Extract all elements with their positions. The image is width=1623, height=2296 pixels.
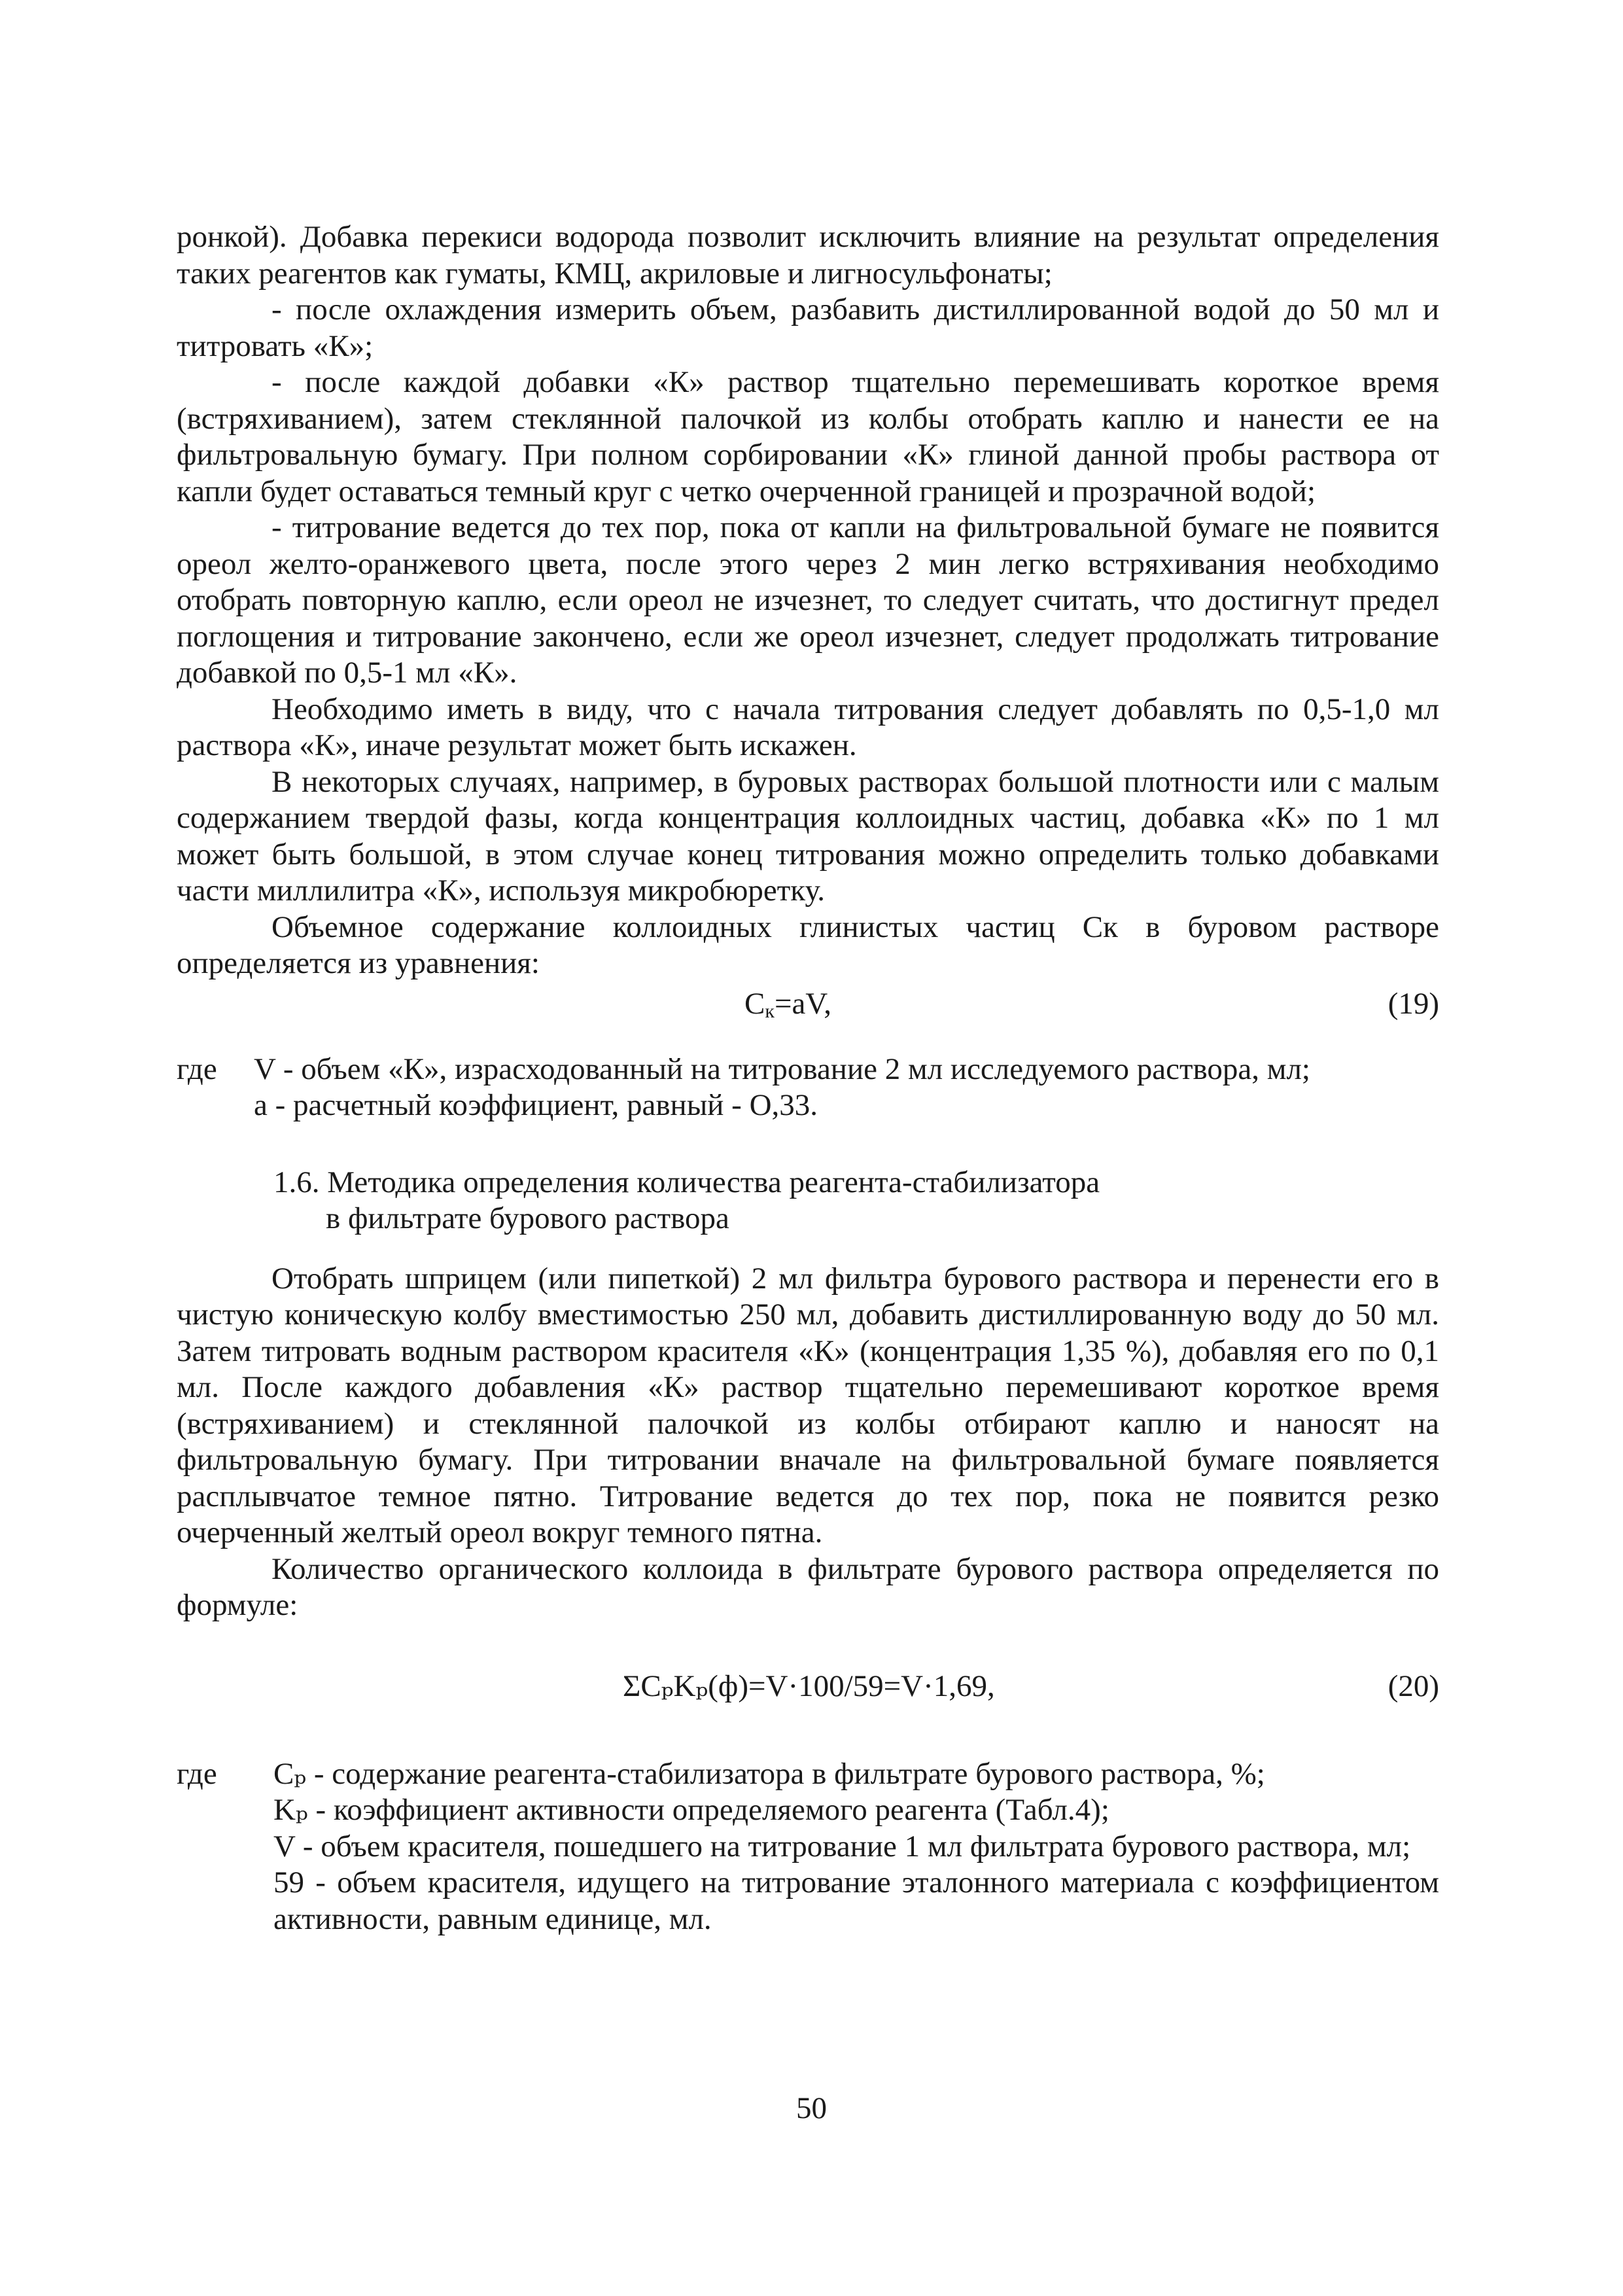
- paragraph-continuation: ронкой). Добавка перекиси водорода позволит исключить влияние на результат определения таких реагентов как гуматы, КМЦ, акриловые и лигносульфонаты;: [177, 220, 1439, 291]
- section-heading-line-1: 1.6. Методика определения количества реагента-стабилизатора: [273, 1165, 1100, 1199]
- paragraph-step-mix: - после каждой добавки «К» раствор тщательно перемешивать короткое время (встряхиванием), затем стеклянной палочкой из колбы отобрать каплю и нанести ее на фильтровальную бумагу. При полном сорбировании «К» глиной данной пробы раствора от капли будет оставаться темный круг с четко очерченной границей и прозрачной водой;: [177, 365, 1439, 508]
- equation-20: [177, 1669, 1439, 1705]
- where-item: 59 - объем красителя, идущего на титрование эталонного материала с коэффициентом активности, равным единице, мл.: [273, 1865, 1439, 1936]
- document-page: [177, 219, 1439, 1937]
- section-heading-line-2: в фильтрате бурового раствора: [326, 1201, 729, 1235]
- paragraph-step-dilute: - после охлаждения измерить объем, разбавить дистиллированной водой до 50 мл и титровать «К»;: [177, 292, 1439, 363]
- where-item: Cₚ - содержание реагента-стабилизатора в фильтрате бурового раствора, %;: [273, 1756, 1265, 1791]
- paragraph-step-titration: - титрование ведется до тех пор, пока от капли на фильтровальной бумаге не появится ореол желто-оранжевого цвета, после этого через 2 мин легко встряхивания необходимо отобрать повторную каплю, если ореол не изчезнет, то следует считать, что достигнут предел поглощения и титрование закончено, если же ореол изчезнет, следует продолжать титрование добавкой по 0,5-1 мл «К».: [177, 510, 1439, 690]
- where-label: где: [177, 1756, 217, 1791]
- equation-19: [177, 986, 1439, 1023]
- paragraph-note: Необходимо иметь в виду, что с начала титрования следует добавлять по 0,5-1,0 мл раствора «К», иначе результат может быть искажен.: [177, 692, 1439, 762]
- equation-20-number: (20): [1387, 1669, 1439, 1703]
- paragraph-special-cases: В некоторых случаях, например, в буровых растворах большой плотности или с малым содержанием твердой фазы, когда концентрация коллоидных частиц, добавка «К» по 1 мл может быть большой, в этом случае конец титрования можно определить только добавками части миллилитра «К», используя микробюретку.: [177, 764, 1439, 908]
- page-number: 50: [796, 2091, 827, 2125]
- formula-subscript: к: [765, 1000, 775, 1022]
- paragraph-formula-intro: Количество органического коллоида в фильтрате бурового раствора определяется по формуле:: [177, 1551, 1439, 1622]
- section-heading: [177, 1165, 1439, 1237]
- where-item: V - объем красителя, пошедшего на титрование 1 мл фильтрата бурового раствора, мл;: [273, 1829, 1411, 1863]
- paragraph-volume-content: Объемное содержание коллоидных глинистых частиц Cк в буровом растворе определяется из уравнения:: [177, 910, 1439, 980]
- where-block-1: [177, 1051, 1439, 1124]
- equation-19-number: (19): [1387, 986, 1439, 1021]
- equation-19-formula: [744, 986, 831, 1023]
- where-block-2: [177, 1756, 1439, 1938]
- formula-rest: =aV,: [774, 986, 831, 1021]
- where-item: Kₚ - коэффициент активности определяемого реагента (Табл.4);: [273, 1793, 1109, 1827]
- where-list: [254, 1051, 1439, 1124]
- where-list: [273, 1756, 1439, 1938]
- equation-20-formula: ΣCₚKₚ(ф)=V·100/59=V·1,69,: [623, 1669, 995, 1703]
- paragraph-procedure: Отобрать шприцем (или пипеткой) 2 мл фильтра бурового раствора и перенести его в чистую коническую колбу вместимостью 250 мл, добавить дистиллированную воду до 50 мл. Затем титровать водным раствором красителя «К» (концентрация 1,35 %), добавляя его по 0,1 мл. После каждого добавления «К» раствор тщательно перемешивают короткое время (встряхиванием) и стеклянной палочкой из колбы отбирают каплю и наносят на фильтровальную бумагу. При титровании вначале на фильтровальной бумаге появляется расплывчатое темное пятно. Титрование ведется до тех пор, пока не появится резко очерченный желтый ореол вокруг темного пятна.: [177, 1261, 1439, 1549]
- where-label: где: [177, 1051, 217, 1086]
- formula-symbol: C: [744, 986, 765, 1021]
- where-item: V - объем «К», израсходованный на титрование 2 мл исследуемого раствора, мл;: [254, 1051, 1310, 1086]
- where-item: а - расчетный коэффициент, равный - О,33.: [254, 1088, 818, 1122]
